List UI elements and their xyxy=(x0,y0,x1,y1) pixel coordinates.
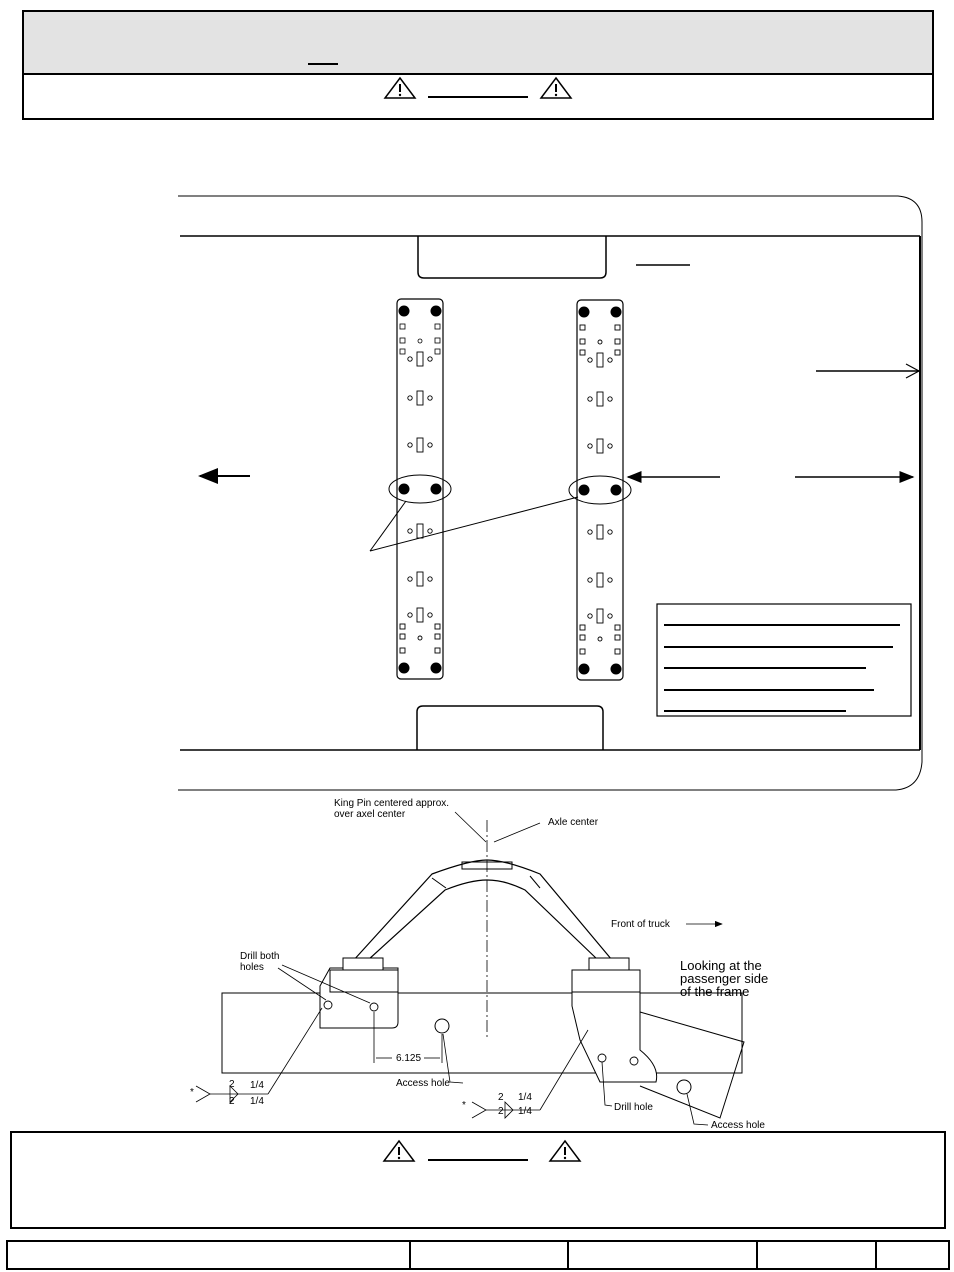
weld-left-top-frac: 1/4 xyxy=(250,1080,264,1091)
drill-hole-label: Drill hole xyxy=(614,1102,653,1113)
footer-table xyxy=(6,1240,950,1270)
weld-right-bottom-frac: 1/4 xyxy=(518,1106,532,1117)
weld-left-bottom-size: 2 xyxy=(229,1096,235,1107)
rail-right xyxy=(569,300,631,680)
front-of-truck-label: Front of truck xyxy=(611,919,670,930)
access-hole-right-label: Access hole xyxy=(711,1120,765,1131)
bottom-warning-box xyxy=(10,1131,946,1229)
weld-star-right: * xyxy=(462,1100,466,1111)
dimension-label: 6.125 xyxy=(396,1053,422,1064)
footer-cell xyxy=(8,1242,411,1268)
weld-left-bottom-frac: 1/4 xyxy=(250,1096,264,1107)
footer-cell xyxy=(877,1242,948,1268)
footer-cell xyxy=(758,1242,877,1268)
weld-star-left: * xyxy=(190,1087,194,1098)
side-view-diagram xyxy=(0,790,954,1130)
weld-left-top-size: 2 xyxy=(229,1079,235,1090)
footer-cell xyxy=(569,1242,758,1268)
weld-right-top-frac: 1/4 xyxy=(518,1092,532,1103)
weld-right-bottom-size: 2 xyxy=(498,1106,504,1117)
warning-title-underline xyxy=(428,1159,528,1161)
note-box xyxy=(657,604,911,716)
weld-right-top-size: 2 xyxy=(498,1092,504,1103)
king-pin-label: King Pin centered approx. over axel center xyxy=(334,798,450,820)
warning-icon xyxy=(382,1139,416,1163)
looking-at-label: Looking at the passenger side of the frame xyxy=(680,958,769,999)
footer-cell xyxy=(411,1242,569,1268)
drill-both-label: Drill both holes xyxy=(240,951,280,973)
warning-icon xyxy=(548,1139,582,1163)
access-hole-left-label: Access hole xyxy=(396,1078,450,1089)
axle-center-label: Axle center xyxy=(548,817,599,828)
rail-left xyxy=(389,299,451,679)
